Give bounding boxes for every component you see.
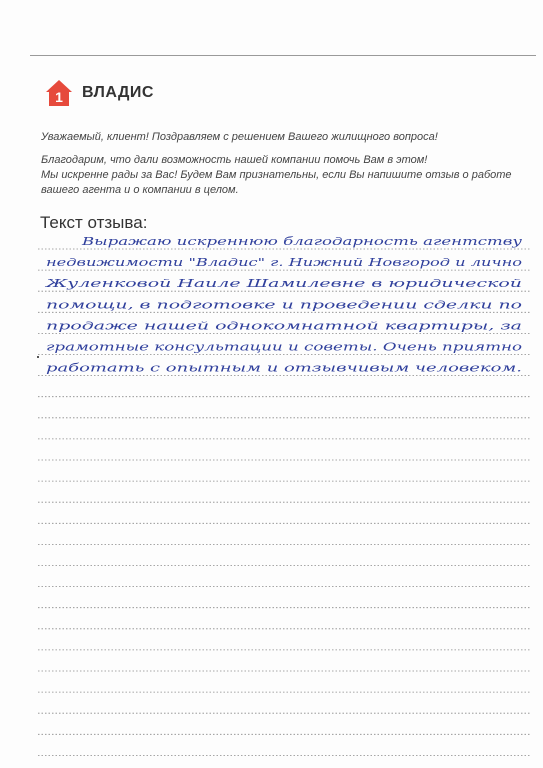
intro-thanks: Благодарим, что дали возможность нашей компании помочь Вам в этом!: [41, 154, 428, 166]
intro-request-cont: вашего агента и о компании в целом.: [41, 184, 239, 196]
handwritten-line: грамотные консультации и советы. Очень приятно: [46, 339, 523, 354]
margin-dot: [37, 356, 39, 358]
logo-number: 1: [55, 89, 63, 105]
intro-request: Мы искренне рады за Вас! Будем Вам признательны, если Вы напишите отзыв о работе: [41, 169, 512, 181]
handwritten-line: работать с опытным и отзывчивым человеком.: [46, 360, 522, 375]
handwritten-line: продаже нашей однокомнатной квартиры, за: [46, 318, 523, 333]
handwritten-line: помощи, в подготовке и проведении сделки по: [46, 297, 523, 312]
handwritten-line: Выражаю искреннюю благодарность агентству: [80, 234, 523, 248]
handwritten-line: Жуленковой Наиле Шамилевне в юридической: [44, 276, 523, 291]
review-heading: Текст отзыва:: [40, 213, 148, 232]
handwritten-line: недвижимости "Владис" г. Нижний Новгород и лично: [46, 255, 523, 270]
intro-greeting: Уважаемый, клиент! Поздравляем с решением Вашего жилищного вопроса!: [41, 131, 438, 143]
brand-name: ВЛАДИС: [82, 84, 154, 101]
